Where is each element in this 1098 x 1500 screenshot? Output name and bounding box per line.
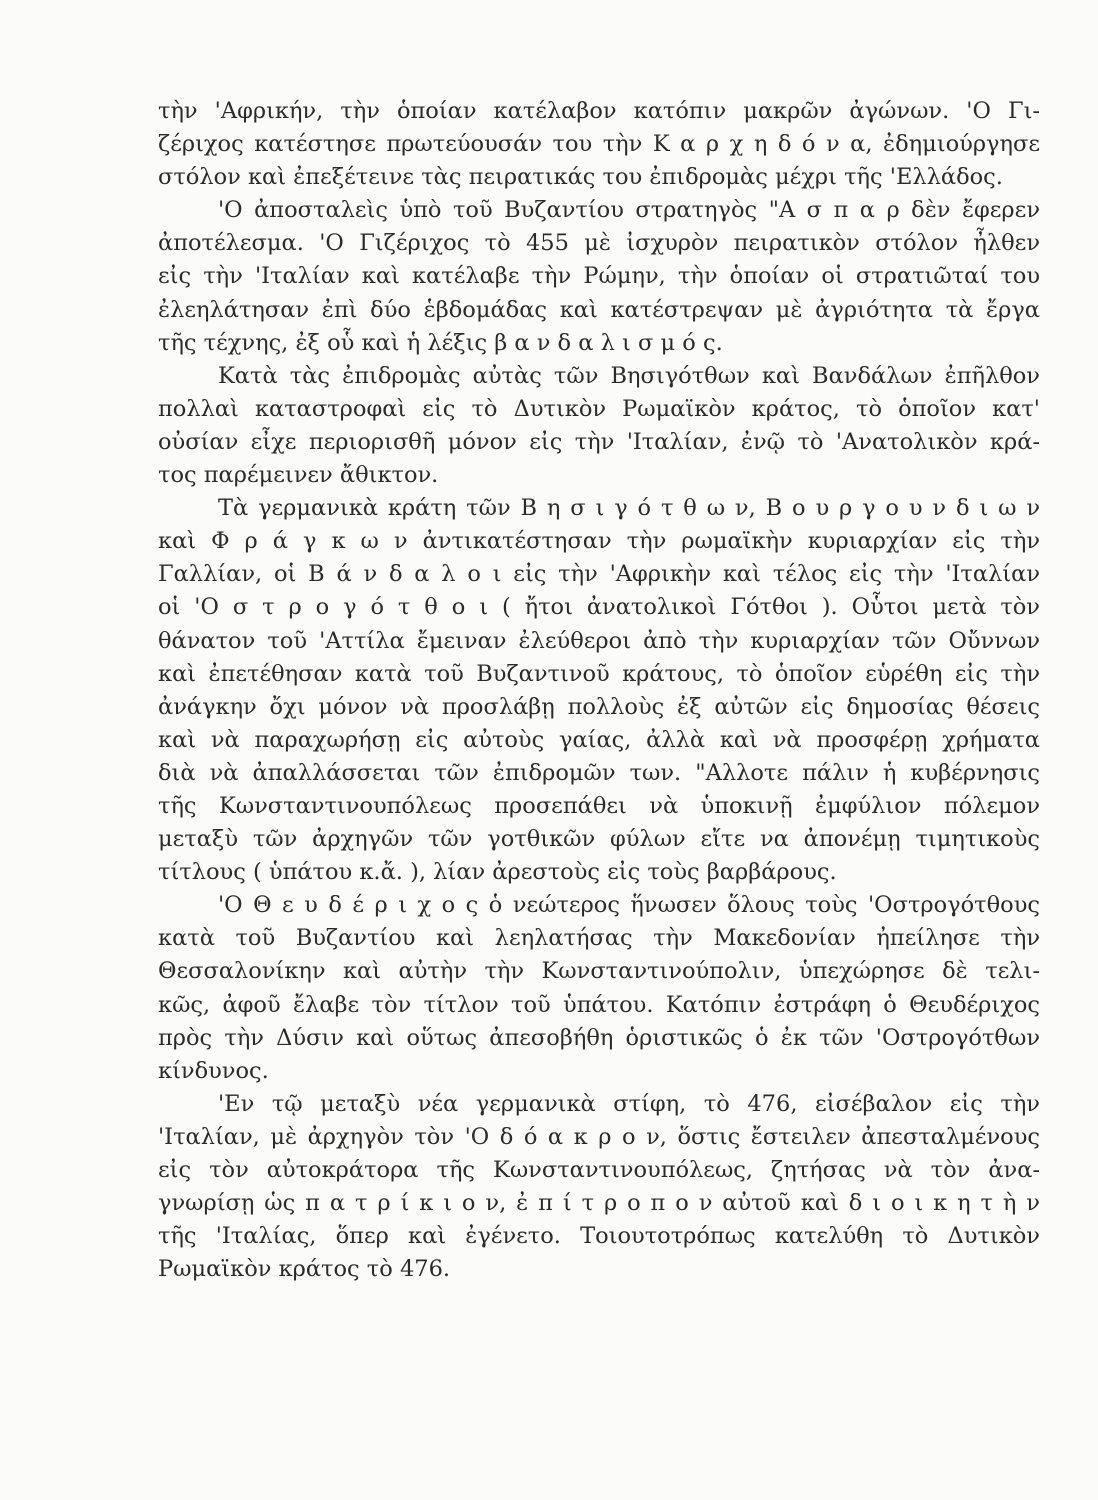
text-line: εἰς τὸν αὐτοκράτορα τῆς Κωνσταντινουπόλεως, ζητήσας νὰ τὸν ἀνα-	[158, 1157, 1040, 1183]
text-line: στόλον καὶ ἐπεξέτεινε τὰς πειρατικάς του ἐπιδρομὰς μέχρι τῆς 'Ελλάδος.	[158, 164, 1003, 191]
text-line: εἰς τὴν 'Ιταλίαν καὶ κατέλαβε τὴν Ρώμην, τὴν ὁποίαν οἱ στρατιῶταί του	[158, 263, 1040, 290]
text-line: 'Ο Θ ε υ δ έ ρ ι χ ο ς ὁ νεώτερος ἥνωσεν ὅλους τοὺς 'Οστρογότθους	[218, 892, 1040, 919]
text-line: διὰ νὰ ἀπαλλάσσεται τῶν ἐπιδρομῶν των. "Αλλοτε πάλιν ἡ κυβέρνησις	[158, 759, 1040, 786]
text-line: οὐσίαν εἶχε περιορισθῆ μόνον εἰς τὴν 'Ιταλίαν, ἐνῷ τὸ 'Ανατολικὸν κρά-	[158, 428, 1040, 455]
body-text	[158, 95, 1040, 1286]
text-line: καὶ νὰ παραχωρήσῃ εἰς αὐτοὺς γαίας, ἀλλὰ καὶ νὰ προσφέρῃ χρήματα	[158, 726, 1040, 753]
text-line: καὶ Φ ρ ά γ κ ω ν ἀντικατέστησαν τὴν ρωμαϊκὴν κυριαρχίαν εἰς τὴν	[158, 528, 1040, 555]
text-line: Ρωμαϊκὸν κράτος τὸ 476.	[158, 1256, 451, 1283]
text-line: ἀποτέλεσμα. 'Ο Γιζέριχος τὸ 455 μὲ ἰσχυρὸν πειρατικὸν στόλον ἦλθεν	[158, 230, 1040, 257]
text-line: καὶ ἐπετέθησαν κατὰ τοῦ Βυζαντινοῦ κράτους, τὸ ὁποῖον εὑρέθη εἰς τὴν	[158, 660, 1040, 687]
text-line: Τὰ γερμανικὰ κράτη τῶν Β η σ ι γ ό τ θ ω ν, Β ο υ ρ γ ο υ ν δ ι ω ν	[218, 495, 1040, 522]
text-line: πρὸς τὴν Δύσιν καὶ οὕτως ἀπεσοβήθη ὁριστικῶς ὁ ἐκ τῶν 'Οστρογότθων	[158, 1024, 1040, 1051]
text-line: πολλαὶ καταστροφαὶ εἰς τὸ Δυτικὸν Ρωμαϊκὸν κράτος, τὸ ὁποῖον κατ'	[158, 395, 1040, 422]
text-line: τῆς 'Ιταλίας, ὅπερ καὶ ἐγένετο. Τοιουτοτρόπως κατελύθη τὸ Δυτικὸν	[158, 1223, 1040, 1250]
text-line: μεταξὺ τῶν ἀρχηγῶν τῶν γοτθικῶν φύλων εἴτε να ἀπονέμῃ τιμητικοὺς	[158, 826, 1040, 853]
text-line: κίνδυνος.	[158, 1057, 269, 1084]
text-line: γνωρίσῃ ὡς π α τ ρ ί κ ι ο ν, ἐ π ί τ ρ ο π ο ν αὐτοῦ καὶ δ ι ο ι κ η τ ὴ ν	[158, 1190, 1040, 1217]
text-line: Θεσσαλονίκην καὶ αὐτὴν τὴν Κωνσταντινούπολιν, ὑπεχώρησε δὲ τελι-	[158, 958, 1040, 985]
text-line: κῶς, ἀφοῦ ἔλαβε τὸν τίτλον τοῦ ὑπάτου. Κατόπιν ἐστράφη ὁ Θευδέριχος	[158, 991, 1040, 1018]
text-line: τῆς Κωνσταντινουπόλεως προσεπάθει νὰ ὑποκινῇ ἐμφύλιον πόλεμον	[158, 792, 1040, 819]
text-line: 'Ιταλίαν, μὲ ἀρχηγὸν τὸν 'Ο δ ό α κ ρ ο ν, ὅστις ἔστειλεν ἀπεσταλμένους	[158, 1123, 1040, 1150]
text-line: τος παρέμεινεν ἄθικτον.	[158, 462, 439, 489]
text-line: οἱ 'Ο σ τ ρ ο γ ό τ θ ο ι ( ἤτοι ἀνατολικοὶ Γότθοι ). Οὗτοι μετὰ τὸν	[158, 594, 1040, 621]
text-line: ἐλεηλάτησαν ἐπὶ δύο ἑβδομάδας καὶ κατέστρεψαν μὲ ἀγριότητα τὰ ἔργα	[158, 296, 1040, 323]
text-line: Γαλλίαν, οἱ Β ά ν δ α λ ο ι εἰς τὴν 'Αφρικὴν καὶ τέλος εἰς τὴν 'Ιταλίαν	[158, 561, 1040, 588]
text-line: θάνατον τοῦ 'Αττίλα ἔμειναν ἐλεύθεροι ἀπὸ τὴν κυριαρχίαν τῶν Οὔννων	[158, 627, 1040, 654]
text-line: ζέριχος κατέστησε πρωτεύουσάν του τὴν Κ α ρ χ η δ ό ν α, ἐδημιούργησε	[158, 131, 1040, 158]
text-line: τῆς τέχνης, ἐξ οὗ καὶ ἡ λέξις β α ν δ α λ ι σ μ ό ς.	[158, 329, 723, 356]
text-line: κατὰ τοῦ Βυζαντίου καὶ λεηλατήσας τὴν Μακεδονίαν ἠπείλησε τὴν	[158, 925, 1040, 952]
text-line: 'Εν τῷ μεταξὺ νέα γερμανικὰ στίφη, τὸ 476, εἰσέβαλον εἰς τὴν	[218, 1090, 1040, 1117]
text-line: Κατὰ τὰς ἐπιδρομὰς αὐτὰς τῶν Βησιγότθων καὶ Βανδάλων ἐπῆλθον	[218, 362, 1040, 389]
text-line: τὴν 'Αφρικήν, τὴν ὁποίαν κατέλαβον κατόπιν μακρῶν ἀγώνων. 'Ο Γι-	[158, 98, 1040, 124]
text-line: 'Ο ἀποσταλεὶς ὑπὸ τοῦ Βυζαντίου στρατηγὸς "Α σ π α ρ δὲν ἔφερεν	[218, 197, 1040, 224]
text-line: τίτλους ( ὑπάτου κ.ἄ. ), λίαν ἀρεστοὺς εἰς τοὺς βαρβάρους.	[158, 859, 837, 886]
text-line: ἀνάγκην ὄχι μόνον νὰ προσλάβῃ πολλοὺς ἐξ αὐτῶν εἰς δημοσίας θέσεις	[158, 693, 1040, 720]
